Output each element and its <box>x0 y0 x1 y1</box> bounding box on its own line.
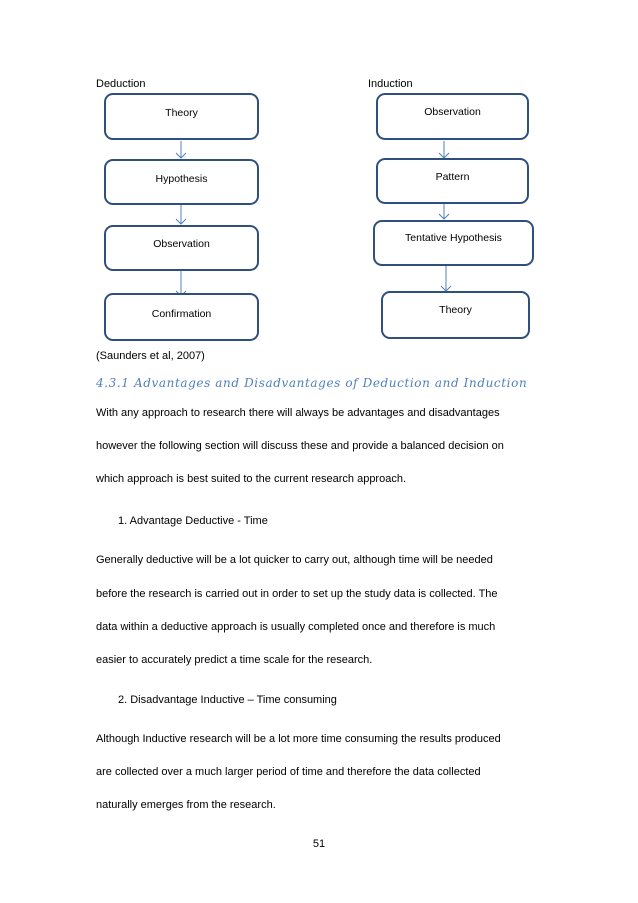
intro-line-3: which approach is best suited to the current research approach. <box>96 473 407 485</box>
intro-line-2: however the following section will discuss these and provide a balanced decision on <box>96 440 504 452</box>
deduction-step-4: Confirmation <box>151 308 212 320</box>
induction-title: Induction <box>368 78 413 90</box>
para1-line-2: before the research is carried out in order to set up the study data is collected. The <box>96 588 498 600</box>
induction-step-3: Tentative Hypothesis <box>405 232 502 244</box>
deduction-step-2: Hypothesis <box>155 173 208 185</box>
list-item-1: 1. Advantage Deductive - Time <box>118 515 268 527</box>
deduction-box-theory <box>104 93 259 140</box>
induction-step-1: Observation <box>424 106 481 118</box>
induction-box-theory <box>381 291 530 339</box>
deduction-box-confirmation <box>104 293 259 341</box>
para1-line-3: data within a deductive approach is usually completed once and therefore is much <box>96 621 496 633</box>
list-item-2: 2. Disadvantage Inductive – Time consuming <box>118 694 337 706</box>
induction-box-observation <box>376 93 529 140</box>
section-heading: 4.3.1 Advantages and Disadvantages of Deduction and Induction <box>96 376 528 390</box>
para1-line-1: Generally deductive will be a lot quicker to carry out, although time will be needed <box>96 554 493 566</box>
induction-box-tentative-hypothesis <box>373 220 534 266</box>
deduction-box-hypothesis <box>104 159 259 205</box>
induction-box-pattern <box>376 158 529 204</box>
flow-arrows <box>0 0 638 360</box>
induction-step-4: Theory <box>439 304 472 316</box>
intro-line-1: With any approach to research there will always be advantages and disadvantages <box>96 407 500 419</box>
citation: (Saunders et al, 2007) <box>96 350 205 362</box>
para2-line-1: Although Inductive research will be a lot more time consuming the results produced <box>96 733 501 745</box>
deduction-title: Deduction <box>96 78 146 90</box>
induction-step-2: Pattern <box>435 171 470 183</box>
para1-line-4: easier to accurately predict a time scale for the research. <box>96 654 373 666</box>
para2-line-2: are collected over a much larger period of time and therefore the data collected <box>96 766 481 778</box>
deduction-step-3: Observation <box>153 238 210 250</box>
deduction-step-1: Theory <box>165 107 198 119</box>
deduction-box-observation <box>104 225 259 271</box>
para2-line-3: naturally emerges from the research. <box>96 799 276 811</box>
page-number: 51 <box>312 838 326 850</box>
